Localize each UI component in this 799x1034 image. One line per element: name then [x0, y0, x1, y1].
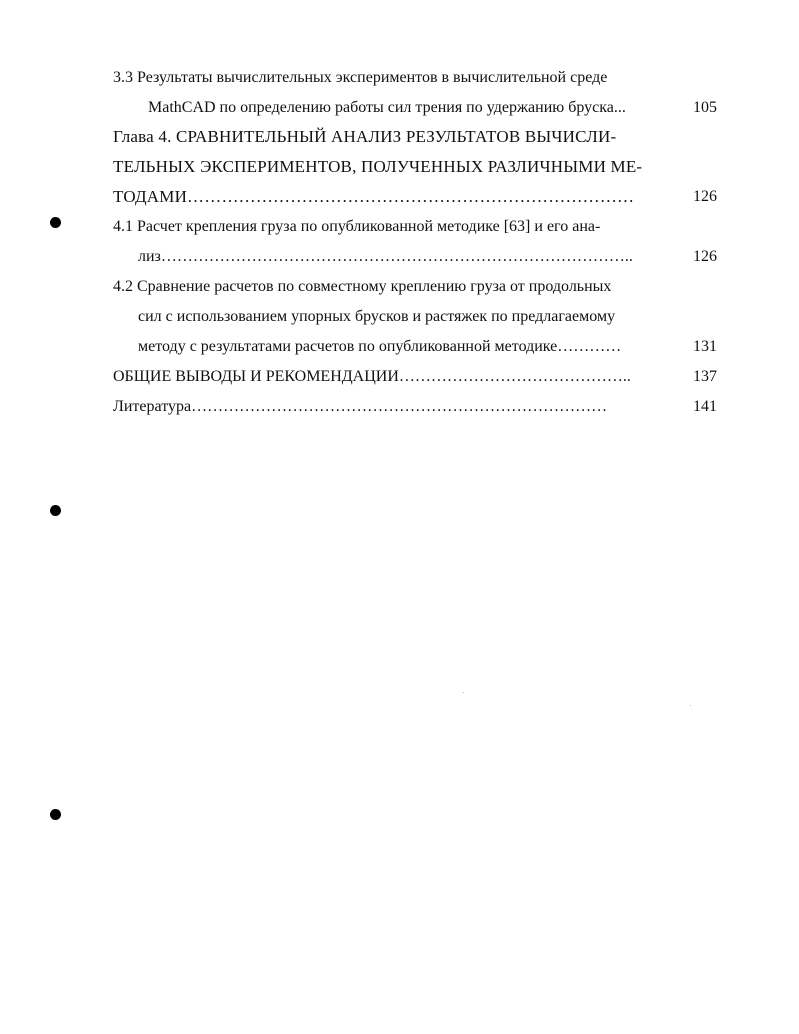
toc-entry-4-2-line-3: методу с результатами расчетов по опубликованной методике…………: [138, 338, 622, 355]
toc-chapter-4-line-3: ТОДАМИ……………………………………………………………………: [113, 187, 635, 206]
binder-hole-mark: [50, 809, 61, 820]
binder-hole-mark: [50, 217, 61, 228]
toc-chapter-4-line-2: ТЕЛЬНЫХ ЭКСПЕРИМЕНТОВ, ПОЛУЧЕННЫХ РАЗЛИЧНЫМИ МЕ-: [113, 157, 643, 176]
toc-conclusions-page: 137: [693, 368, 717, 385]
toc-entry-4-1-line-2: лиз……………………………………………………………………………..: [138, 248, 633, 265]
toc-entry-4-1-line-1: 4.1 Расчет крепления груза по опубликованной методике [63] и его ана-: [113, 218, 601, 235]
toc-literature-line: Литература……………………………………………………………………: [113, 398, 608, 415]
toc-chapter-4-line-1: Глава 4. СРАВНИТЕЛЬНЫЙ АНАЛИЗ РЕЗУЛЬТАТОВ ВЫЧИСЛИ-: [113, 127, 617, 146]
toc-entry-3-3-line-2: MathCAD по определению работы сил трения по удержанию бруска...: [148, 99, 626, 116]
toc-entry-3-3-page: 105: [693, 99, 717, 116]
toc-conclusions-line: ОБЩИЕ ВЫВОДЫ И РЕКОМЕНДАЦИИ……………………………………..: [113, 368, 631, 385]
toc-entry-3-3-line-1: 3.3 Результаты вычислительных экспериментов в вычислительной среде: [113, 69, 608, 86]
toc-entry-4-2-line-2: сил с использованием упорных брусков и растяжек по предлагаемому: [138, 308, 616, 325]
toc-chapter-4-page: 126: [693, 188, 717, 205]
scan-speck: [463, 692, 464, 693]
scan-speck: [690, 705, 691, 706]
toc-entry-4-1-page: 126: [693, 248, 717, 265]
toc-entry-4-2-line-1: 4.2 Сравнение расчетов по совместному креплению груза от продольных: [113, 278, 612, 295]
toc-literature-page: 141: [693, 398, 717, 415]
toc-entry-4-2-page: 131: [693, 338, 717, 355]
binder-hole-mark: [50, 505, 61, 516]
